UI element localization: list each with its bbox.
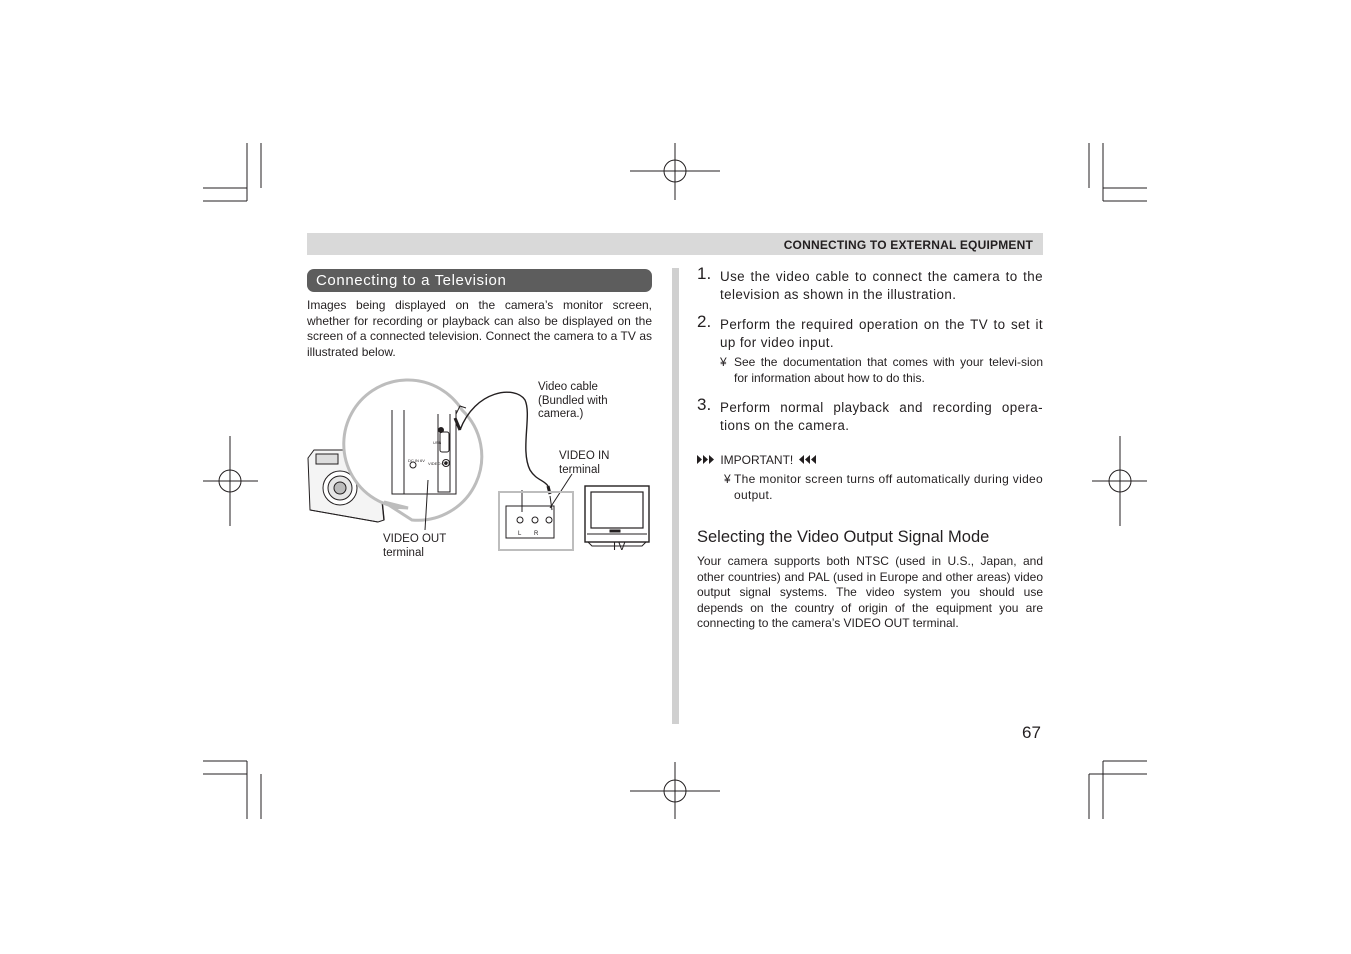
usb-port-label: USB: [433, 440, 442, 445]
video-out-label: VIDEO OUT terminal: [383, 533, 447, 559]
video-signal-body: Your camera supports both NTSC (used in U.S., Japan, and other countries) and PAL (used in Europe and other areas) video output signal systems. The video system you should use depends on the country of origin of the equipment you are connecting to the camera’s VIDEO OUT terminal.: [697, 554, 1043, 630]
header-bar: [307, 233, 1043, 255]
step-3: [697, 395, 1043, 434]
connection-illustration: [300, 370, 665, 570]
tv-illustration: [585, 486, 649, 546]
page-number: 67: [1022, 723, 1041, 742]
section-title: Connecting to a Television: [316, 272, 507, 289]
important-arrows-left-icon: [797, 454, 817, 465]
step-1: [697, 264, 1043, 303]
step-text: Use the video cable to connect the camera to the television as shown in the illustration.: [720, 269, 1043, 302]
step-2-note: ¥ See the documentation that comes with your televi-sion for information about how to do this.: [720, 355, 1043, 385]
intro-paragraph: Images being displayed on the camera’s monitor screen, whether for recording or playback can also be displayed on the screen of a connected television. Connect the camera to a TV as illustrated below.: [307, 298, 652, 359]
header-title: CONNECTING TO EXTERNAL EQUIPMENT: [783, 238, 1033, 252]
panel-l-label: L: [518, 531, 522, 537]
important-heading: [697, 453, 817, 467]
important-note: ¥ The monitor screen turns off automatically during video output.: [724, 472, 1043, 502]
bullet: ¥: [720, 355, 727, 369]
dc-in-port-label: DC IN 6V: [408, 458, 425, 463]
panel-r-label: R: [534, 531, 539, 537]
step-number: 1.: [697, 264, 712, 283]
step-text: Perform the required operation on the TV to set it up for video input.: [720, 317, 1043, 350]
step-text: Perform normal playback and recording opera-tions on the camera.: [720, 400, 1043, 433]
bullet: ¥: [724, 472, 731, 486]
important-arrows-right-icon: [697, 454, 717, 465]
tv-label: TV: [611, 541, 626, 553]
step-number: 3.: [697, 395, 712, 414]
important-label: IMPORTANT!: [720, 453, 794, 467]
column-divider: [672, 268, 679, 724]
video-cable-label: Video cable (Bundled with camera.): [538, 381, 608, 420]
section-title-pill: [307, 269, 652, 292]
step-2: [697, 312, 1043, 351]
step-number: 2.: [697, 312, 712, 331]
video-signal-heading: Selecting the Video Output Signal Mode: [697, 528, 990, 546]
video-out-port-label: VIDEO OUT: [428, 461, 451, 466]
video-in-label: VIDEO IN terminal: [559, 450, 610, 476]
